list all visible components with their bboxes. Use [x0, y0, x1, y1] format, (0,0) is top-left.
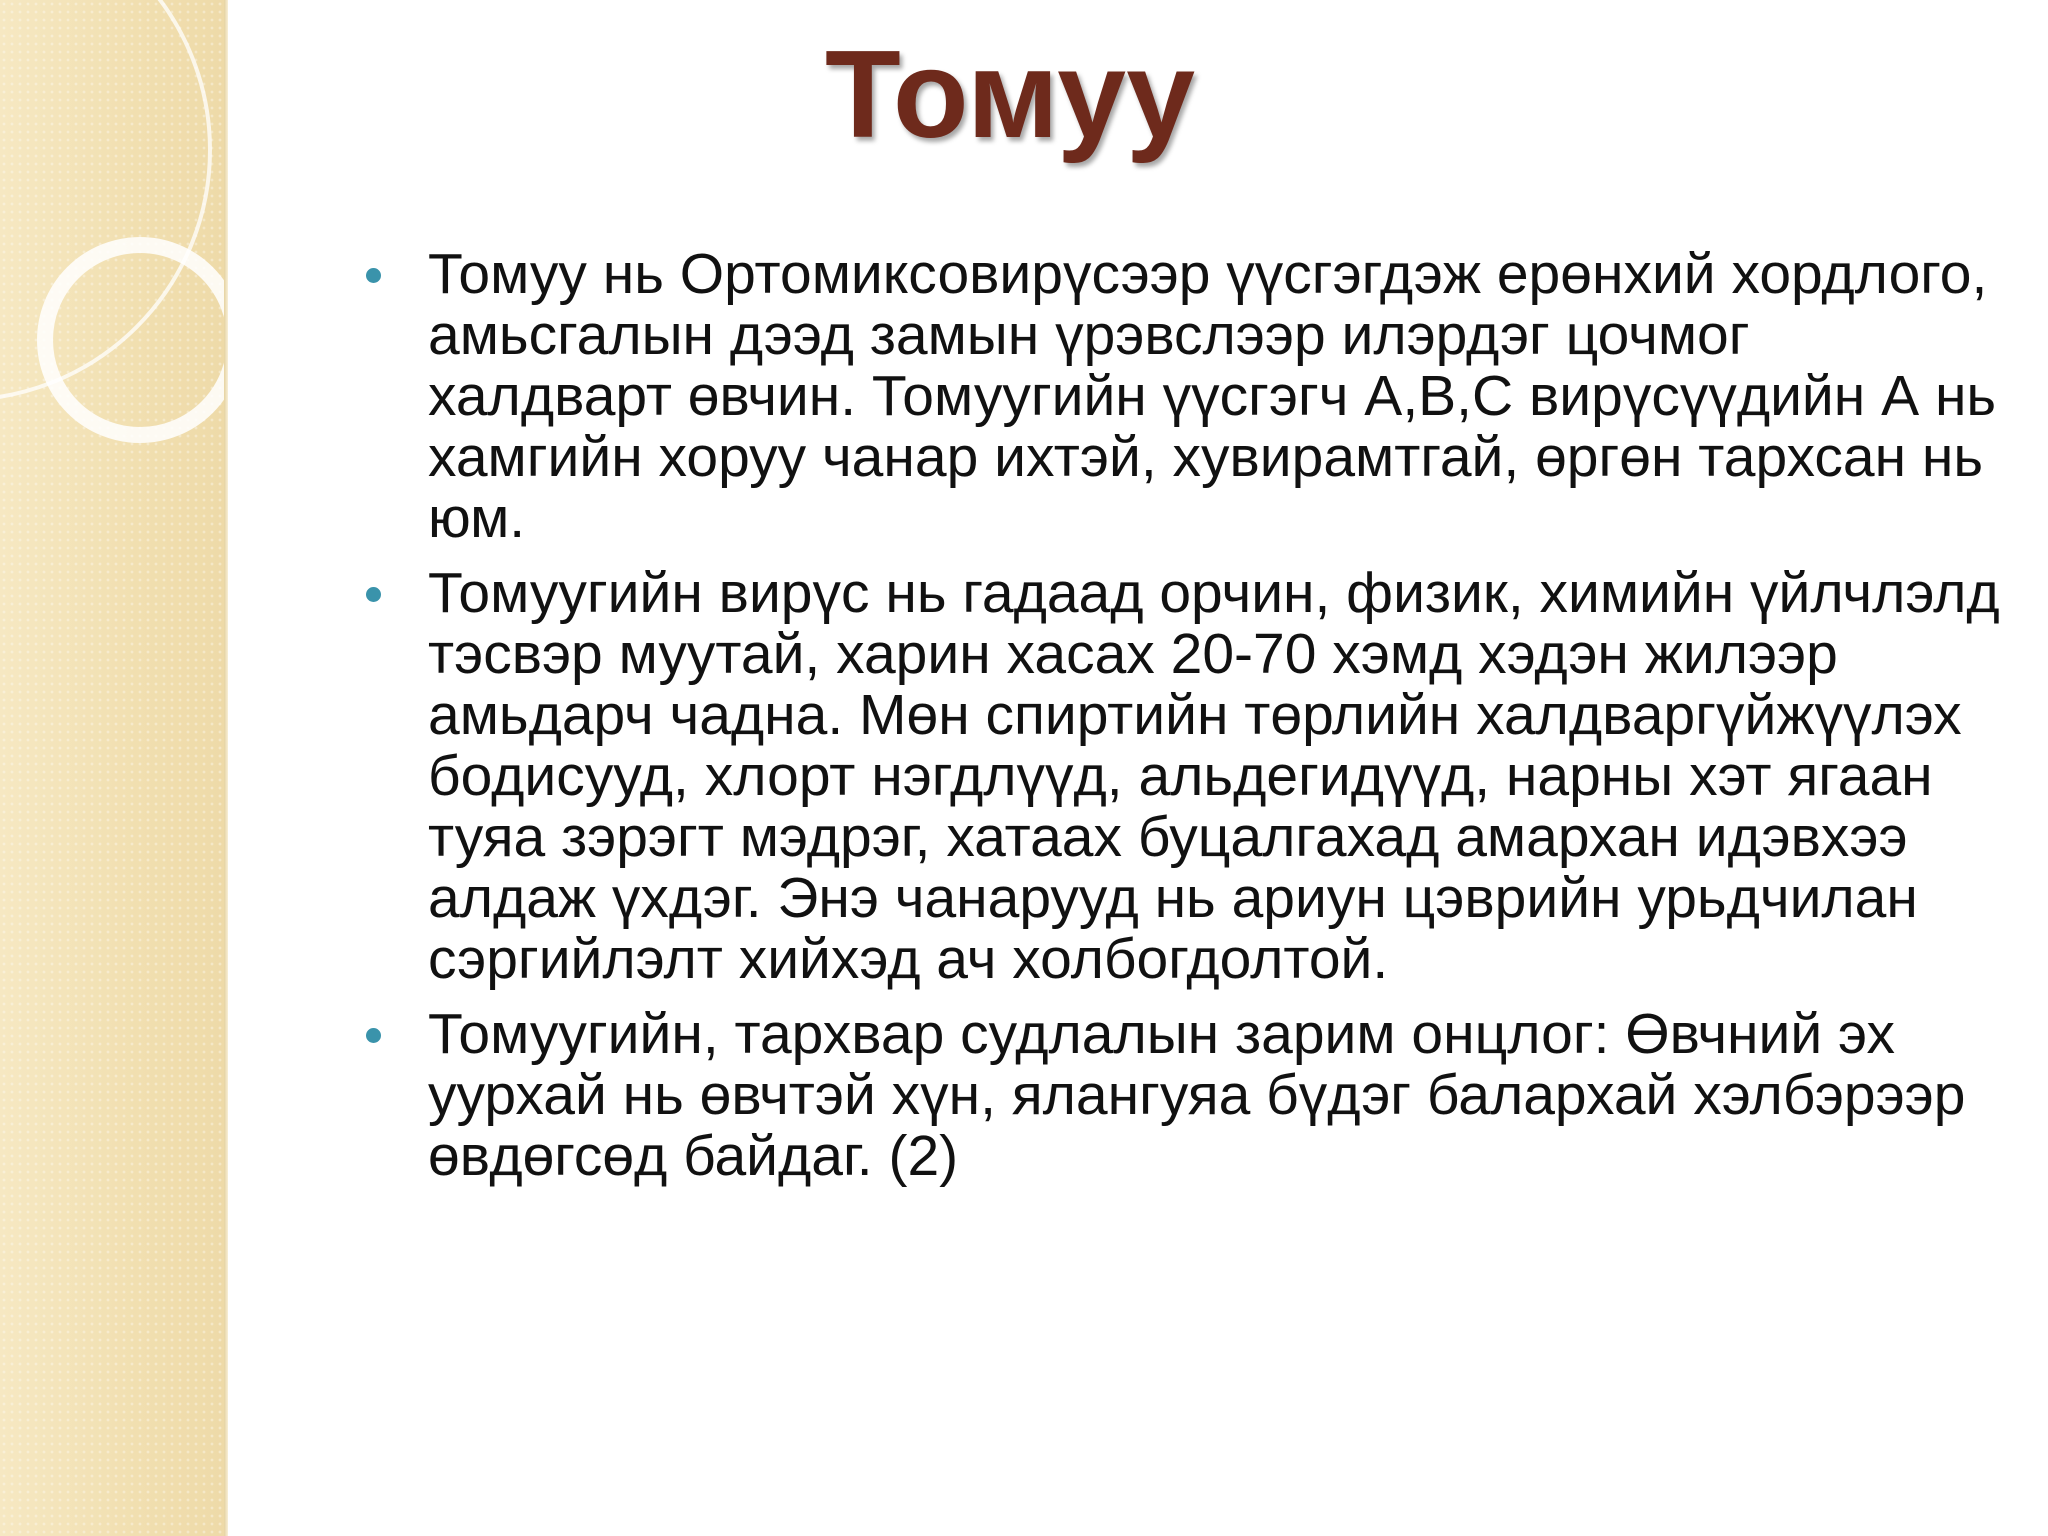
bullet-text: Томуугийн вирүс нь гадаад орчин, физик, химийн үйлчлэлд тэсвэр муутай, харин хасах 20-70 хэмд хэдэн жилээр амьдарч чадна. Мөн спиртийн төрлийн халдваргүйжүүлэх бодисууд, хлорт нэгдлүүд, альдегидүүд, нарны хэт ягаан туяа зэрэгт мэдрэг, хатаах буцалгахад амархан идэвхээ алдаж үхдэг. Энэ чанарууд нь ариун цэврийн урьдчилан сэргийлэлт хийхэд ач холбогдолтой.: [428, 561, 2000, 991]
bullet-item: [360, 563, 2000, 990]
bullet-text: Томуу нь Ортомиксовирүсээр үүсгэгдэж ерөнхий хордлого, амьсгалын дээд замын үрэвслээр илэрдэг цочмог халдварт өвчин. Томуугийн үүсгэгч А,В,С вирүсүүдийн А нь хамгийн хоруу чанар ихтэй, хувирамтгай, өргөн тархсан нь юм.: [428, 242, 1997, 550]
bullet-item: [360, 244, 2000, 549]
slide-title: Томуу: [824, 26, 1196, 164]
bullet-item: [360, 1004, 2000, 1187]
bullet-text: Томуугийн, тархвар судлалын зарим онцлог: Өвчний эх уурхай нь өвчтэй хүн, ялангуяа бүдэг балархай хэлбэрээр өвдөгсөд байдаг. (2): [428, 1002, 1966, 1188]
decorative-rings: [0, 0, 228, 1536]
side-panel-edge: [224, 0, 228, 1536]
bullet-dot-icon: [366, 1028, 381, 1043]
bullet-dot-icon: [366, 268, 381, 283]
bullet-list: [360, 244, 2000, 1201]
decorative-side-panel: [0, 0, 228, 1536]
bullet-dot-icon: [366, 587, 381, 602]
